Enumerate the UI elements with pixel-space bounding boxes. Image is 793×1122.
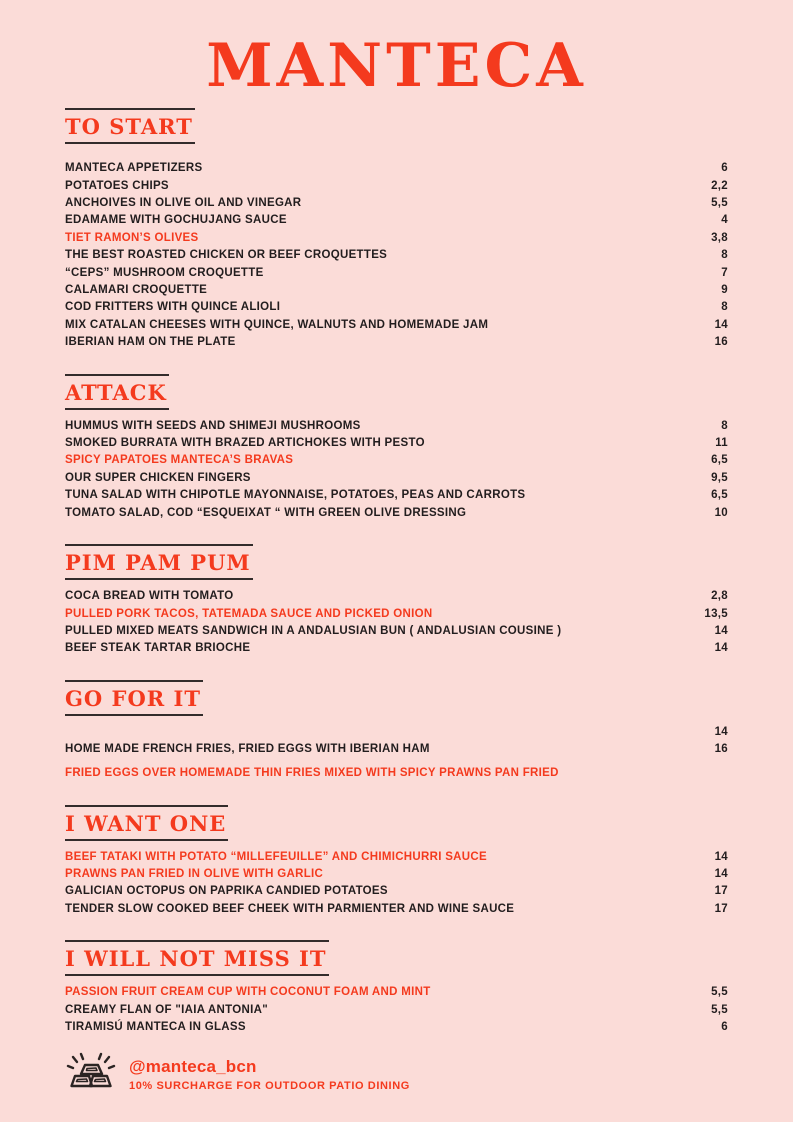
- section-items: [65, 724, 728, 783]
- menu-item-row: [65, 741, 728, 758]
- surcharge-note: 10% SURCHARGE FOR OUTDOOR PATIO DINING: [129, 1080, 410, 1093]
- menu-item-row: [65, 470, 728, 487]
- section-heading: I WANT ONE: [65, 805, 228, 841]
- menu-item-row: [65, 759, 728, 783]
- item-price: 13,5: [704, 607, 728, 620]
- section-items: [65, 588, 728, 658]
- menu-item-row: [65, 247, 728, 264]
- item-price: 14: [714, 625, 728, 637]
- menu-item-row: [65, 435, 728, 452]
- item-price: 11: [715, 437, 728, 450]
- menu-item-row: [65, 1019, 728, 1036]
- item-price: 5,5: [711, 196, 728, 209]
- item-price: 7: [721, 266, 728, 279]
- item-name: “CEPS” MUSHROOM CROQUETTE: [65, 266, 264, 279]
- menu-item-row: [65, 588, 728, 605]
- menu-item-row: [65, 724, 728, 741]
- item-name: MANTECA APPETIZERS: [65, 162, 203, 175]
- item-name: TIRAMISÚ MANTECA IN GLASS: [65, 1021, 246, 1034]
- section-items: [65, 984, 728, 1036]
- menu-section: [65, 658, 728, 783]
- menu-item-row: [65, 984, 728, 1001]
- item-name: PULLED PORK TACOS, TATEMADA SAUCE AND PICKED ONION: [65, 607, 433, 620]
- item-price: 5,5: [711, 986, 728, 999]
- menu-item-row: [65, 265, 728, 282]
- item-price: 8: [721, 419, 728, 432]
- menu-item-row: [65, 452, 728, 469]
- item-price: 17: [714, 885, 728, 898]
- menu-sections: [65, 108, 728, 1037]
- item-name: CREAMY FLAN OF "IAIA ANTONIA": [65, 1003, 268, 1016]
- item-price: 6,5: [711, 489, 728, 502]
- instagram-handle: @manteca_bcn: [129, 1057, 257, 1077]
- item-name: OUR SUPER CHICKEN FINGERS: [65, 471, 251, 484]
- section-items: [65, 418, 728, 522]
- item-name: FRIED EGGS OVER HOMEMADE THIN FRIES MIXED WITH SPICY PRAWNS PAN FRIED: [65, 767, 559, 780]
- section-items: [65, 160, 728, 351]
- item-price: 2,8: [711, 590, 728, 603]
- menu-section: [65, 522, 728, 658]
- item-name: COCA BREAD WITH TOMATO: [65, 590, 234, 603]
- item-name: POTATOES CHIPS: [65, 179, 169, 192]
- item-price: 9,5: [711, 471, 728, 484]
- section-items: [65, 849, 728, 919]
- section-heading: GO FOR IT: [65, 680, 203, 716]
- item-price: 6,5: [711, 454, 728, 467]
- menu-section: [65, 352, 728, 523]
- item-name: SPICY PAPATOES MANTECA’S BRAVAS: [65, 454, 294, 467]
- item-price: 8: [721, 249, 728, 262]
- item-price: 6: [721, 1021, 728, 1034]
- item-name: COD FRITTERS WITH QUINCE ALIOLI: [65, 301, 281, 314]
- section-heading: I WILL NOT MISS IT: [65, 940, 329, 976]
- menu-item-row: [65, 282, 728, 299]
- item-name: ANCHOIVES IN OLIVE OIL AND VINEGAR: [65, 196, 302, 209]
- menu-section: [65, 918, 728, 1036]
- item-price: 17: [714, 902, 728, 915]
- menu-item-row: [65, 901, 728, 918]
- item-name: EDAMAME WITH GOCHUJANG SAUCE: [65, 214, 287, 227]
- section-heading: ATTACK: [65, 374, 169, 410]
- menu-item-row: [65, 195, 728, 212]
- menu-item-row: [65, 505, 728, 522]
- item-price: 6: [721, 162, 728, 175]
- footer-text: [129, 1057, 410, 1092]
- menu-item-row: [65, 606, 728, 623]
- item-price: 14: [714, 642, 728, 655]
- item-name: TENDER SLOW COOKED BEEF CHEEK WITH PARMIENTER AND WINE SAUCE: [65, 902, 515, 915]
- item-name: HOME MADE FRENCH FRIES, FRIED EGGS WITH IBERIAN HAM: [65, 743, 430, 756]
- menu-item-row: [65, 418, 728, 435]
- menu-item-row: [65, 160, 728, 177]
- menu-item-row: [65, 1002, 728, 1019]
- item-price: 14: [714, 868, 728, 881]
- menu-item-row: [65, 640, 728, 657]
- item-price: 9: [721, 283, 728, 296]
- menu-item-row: [65, 317, 728, 334]
- menu-item-row: [65, 299, 728, 316]
- item-name: HUMMUS WITH SEEDS AND SHIMEJI MUSHROOMS: [65, 419, 361, 432]
- footer: [65, 1051, 728, 1099]
- menu-item-row: [65, 230, 728, 247]
- item-name: BEEF STEAK TARTAR BRIOCHE: [65, 642, 251, 655]
- item-name: GALICIAN OCTOPUS ON PAPRIKA CANDIED POTATOES: [65, 885, 388, 898]
- item-price: 14: [714, 725, 728, 738]
- item-price: 4: [721, 214, 728, 227]
- item-price: 14: [714, 318, 728, 331]
- item-price: 16: [714, 336, 728, 349]
- item-price: 10: [714, 506, 728, 519]
- item-name: IBERIAN HAM ON THE PLATE: [65, 336, 236, 349]
- butter-bars-icon: [65, 1051, 117, 1099]
- menu-item-row: [65, 866, 728, 883]
- item-name: PRAWNS PAN FRIED IN OLIVE WITH GARLIC: [65, 868, 324, 881]
- restaurant-title: MANTECA: [206, 31, 587, 101]
- section-heading: TO START: [65, 108, 195, 144]
- menu-item-row: [65, 334, 728, 351]
- menu-item-row: [65, 178, 728, 195]
- menu-item-row: [65, 883, 728, 900]
- item-name: THE BEST ROASTED CHICKEN OR BEEF CROQUETTES: [65, 249, 388, 262]
- item-name: BEEF TATAKI WITH POTATO “MILLEFEUILLE” AND CHIMICHURRI SAUCE: [65, 850, 487, 863]
- item-price: 14: [714, 850, 728, 863]
- item-name: TIET RAMON’S OLIVES: [65, 231, 199, 244]
- menu-item-row: [65, 849, 728, 866]
- item-price: 8: [721, 301, 728, 314]
- item-name: CALAMARI CROQUETTE: [65, 283, 208, 296]
- menu-item-row: [65, 212, 728, 229]
- item-price: 3,8: [711, 231, 728, 244]
- menu-section: [65, 108, 728, 352]
- menu-item-row: [65, 623, 728, 640]
- menu-item-row: [65, 487, 728, 504]
- item-name: TUNA SALAD WITH CHIPOTLE MAYONNAISE, POTATOES, PEAS AND CARROTS: [65, 489, 526, 502]
- menu-section: [65, 783, 728, 919]
- item-name: PASSION FRUIT CREAM CUP WITH COCONUT FOAM AND MINT: [65, 986, 431, 999]
- item-price: 2,2: [711, 179, 728, 192]
- item-name: SMOKED BURRATA WITH BRAZED ARTICHOKES WITH PESTO: [65, 437, 425, 450]
- item-price: 16: [714, 743, 728, 756]
- item-name: TOMATO SALAD, COD “ESQUEIXAT “ WITH GREEN OLIVE DRESSING: [65, 506, 467, 519]
- item-name: MIX CATALAN CHEESES WITH QUINCE, WALNUTS AND HOMEMADE JAM: [65, 318, 489, 331]
- item-name: PULLED MIXED MEATS SANDWICH IN A ANDALUSIAN BUN ( ANDALUSIAN COUSINE ): [65, 625, 562, 637]
- section-heading: PIM PAM PUM: [65, 544, 253, 580]
- item-price: 5,5: [711, 1003, 728, 1016]
